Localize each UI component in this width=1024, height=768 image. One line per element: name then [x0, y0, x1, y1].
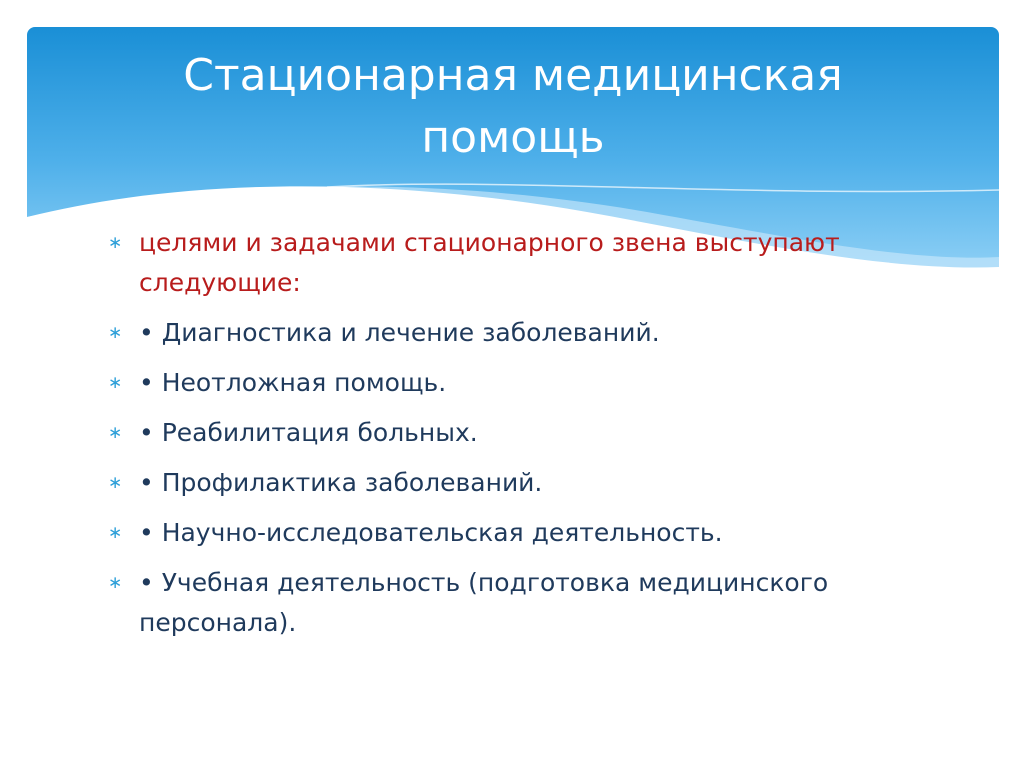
- title-line-2: помощь: [421, 112, 605, 163]
- asterisk-icon: ∗: [108, 473, 123, 493]
- asterisk-icon: ∗: [108, 523, 123, 543]
- bullet-text: • Реабилитация больных.: [139, 418, 478, 447]
- asterisk-icon: ∗: [108, 573, 123, 593]
- asterisk-icon: ∗: [108, 423, 123, 443]
- bullet-item-education: [108, 563, 948, 643]
- bullet-text: • Неотложная помощь.: [139, 368, 447, 397]
- bullet-text: целями и задачами стационарного звена выступают следующие:: [139, 228, 840, 297]
- bullet-item-research: [108, 513, 948, 553]
- asterisk-icon: ∗: [108, 233, 123, 253]
- bullet-item-emergency: [108, 363, 948, 403]
- asterisk-icon: ∗: [108, 323, 123, 343]
- bullet-list: [108, 223, 948, 653]
- bullet-item-intro: [108, 223, 948, 303]
- bullet-text: • Профилактика заболеваний.: [139, 468, 543, 497]
- bullet-item-diagnostics: [108, 313, 948, 353]
- bullet-text: • Учебная деятельность (подготовка медицинского персонала).: [139, 568, 829, 637]
- bullet-item-prevention: [108, 463, 948, 503]
- bullet-text: • Научно-исследовательская деятельность.: [139, 518, 723, 547]
- slide-title: [27, 45, 999, 169]
- title-line-1: Стационарная медицинская: [183, 50, 843, 101]
- asterisk-icon: ∗: [108, 373, 123, 393]
- bullet-text: • Диагностика и лечение заболеваний.: [139, 318, 660, 347]
- bullet-item-rehabilitation: [108, 413, 948, 453]
